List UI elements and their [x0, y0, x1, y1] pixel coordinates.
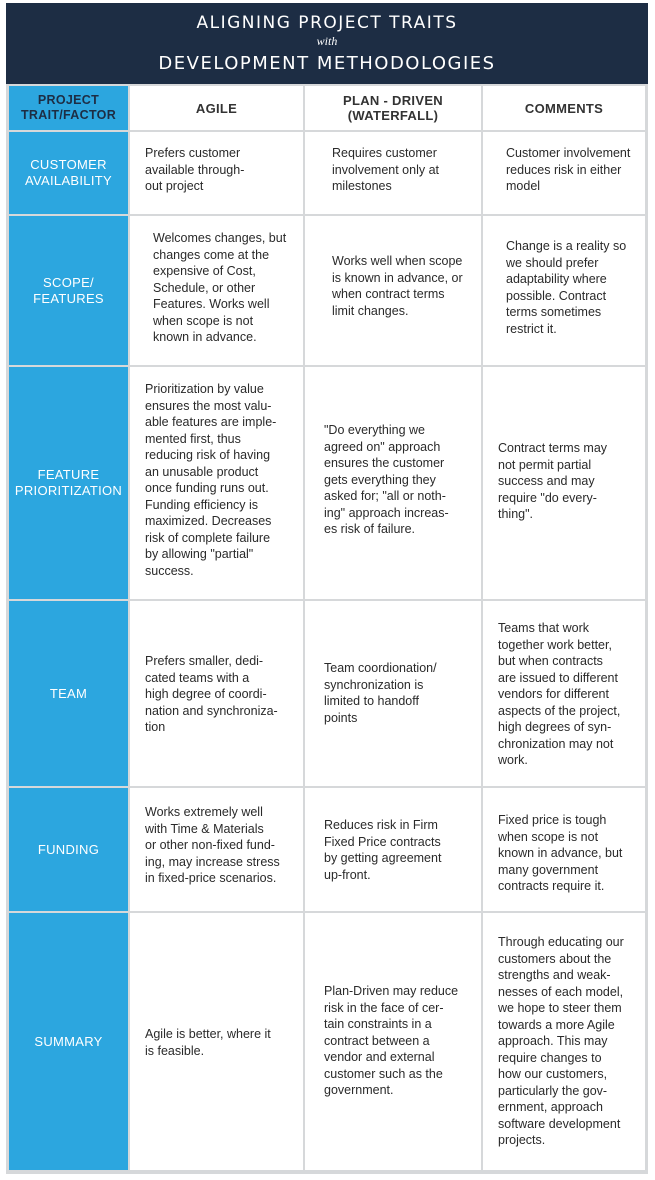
- cell-text: Team coordionation/ synchronization is limited to handoff points: [324, 661, 437, 725]
- cell-text: Change is a reality so we should prefer adaptability where possible. Contract terms sometimes restrict it.: [506, 239, 627, 336]
- row-label-funding: [9, 788, 128, 911]
- cell-text: Requires customer involvement only at milestones: [332, 146, 440, 193]
- cell-agile-customer-availability: [130, 132, 303, 214]
- cell-text: Prefers smaller, dedi- cated teams with a high degree of coordi- nation and synchroniza- tion: [145, 654, 278, 734]
- title-line-1: ALIGNING PROJECT TRAITS: [196, 13, 458, 33]
- cell-comments-summary: [483, 913, 645, 1170]
- cell-agile-funding: [130, 788, 303, 911]
- row-label-scope-features: [9, 216, 128, 365]
- cell-plan-feature-prioritization: [305, 367, 481, 599]
- cell-text: Contract terms may not permit partial success and may require "do every- thing".: [498, 441, 608, 521]
- comparison-table: [6, 84, 648, 1174]
- cell-agile-summary: [130, 913, 303, 1170]
- cell-comments-customer-availability: [483, 132, 645, 214]
- column-header-comments-label: COMMENTS: [524, 100, 604, 116]
- column-header-trait-label: PROJECT TRAIT/FACTOR: [20, 93, 117, 122]
- row-label-team: [9, 601, 128, 786]
- row-label-feature-prioritization: [9, 367, 128, 599]
- column-header-plan-driven: [305, 86, 481, 130]
- column-header-agile-label: AGILE: [195, 100, 238, 116]
- row-label-text: SUMMARY: [34, 1033, 103, 1049]
- title-line-2: with: [316, 34, 338, 48]
- row-label-text: FUNDING: [37, 841, 100, 857]
- cell-plan-customer-availability: [305, 132, 481, 214]
- cell-comments-funding: [483, 788, 645, 911]
- cell-plan-team: [305, 601, 481, 786]
- cell-plan-funding: [305, 788, 481, 911]
- cell-plan-summary: [305, 913, 481, 1170]
- column-header-comments: [483, 86, 645, 130]
- cell-text: Agile is better, where it is feasible.: [145, 1027, 271, 1058]
- row-label-customer-availability: [9, 132, 128, 214]
- row-label-text: CUSTOMER AVAILABILITY: [25, 157, 112, 188]
- column-header-plan-driven-label: PLAN - DRIVEN (WATERFALL): [343, 93, 443, 123]
- cell-plan-scope-features: [305, 216, 481, 365]
- cell-text: Prefers customer available through- out project: [145, 146, 245, 193]
- cell-text: Works extremely well with Time & Materials or other non-fixed fund- ing, may increase stress in fixed-price scenarios.: [145, 805, 280, 885]
- cell-text: Prioritization by value ensures the most valu- able features are imple- mented first, thus reducing risk of having an unusable product once funding runs out. Funding efficiency is maximized. Decreases risk of complete failure by allowing "partial" success.: [145, 382, 277, 578]
- cell-agile-feature-prioritization: [130, 367, 303, 599]
- cell-text: Works well when scope is known in advance, or when contract terms limit changes.: [332, 254, 463, 318]
- cell-text: Customer involvement reduces risk in either model: [506, 146, 631, 193]
- cell-comments-feature-prioritization: [483, 367, 645, 599]
- row-label-summary: [9, 913, 128, 1170]
- cell-text: Reduces risk in Firm Fixed Price contracts by getting agreement up-front.: [324, 818, 442, 882]
- cell-text: Plan-Driven may reduce risk in the face of cer- tain constraints in a contract between a vendor and external customer such as the government.: [324, 984, 459, 1097]
- column-header-trait: [9, 86, 128, 130]
- cell-agile-team: [130, 601, 303, 786]
- column-header-agile: [130, 86, 303, 130]
- row-label-text: FEATURE PRIORITIZATION: [14, 467, 123, 498]
- cell-comments-scope-features: [483, 216, 645, 365]
- cell-text: Through educating our customers about the strengths and weak- nesses of each model, we hope to steer them towards a more Agile approach. This may require changes to how our customers, particularly the gov- ernment, approach software development projects.: [498, 935, 624, 1147]
- title-line-3: DEVELOPMENT METHODOLOGIES: [158, 53, 496, 74]
- cell-agile-scope-features: [130, 216, 303, 365]
- row-label-text: SCOPE/ FEATURES: [33, 274, 104, 306]
- cell-comments-team: [483, 601, 645, 786]
- title-banner: [6, 3, 648, 84]
- cell-text: Teams that work together work better, but when contracts are issued to different vendors for different aspects of the project, high degrees of syn- chronization may not work.: [498, 621, 621, 767]
- cell-text: "Do everything we agreed on" approach ensures the customer gets everything they asked for; "all or noth- ing" approach increas- es risk of failure.: [324, 423, 449, 536]
- cell-text: Welcomes changes, but changes come at the expensive of Cost, Schedule, or other Features. Works well when scope is not known in advance.: [153, 231, 287, 344]
- row-label-text: TEAM: [49, 685, 88, 701]
- cell-text: Fixed price is tough when scope is not known in advance, but many government contracts require it.: [498, 813, 623, 893]
